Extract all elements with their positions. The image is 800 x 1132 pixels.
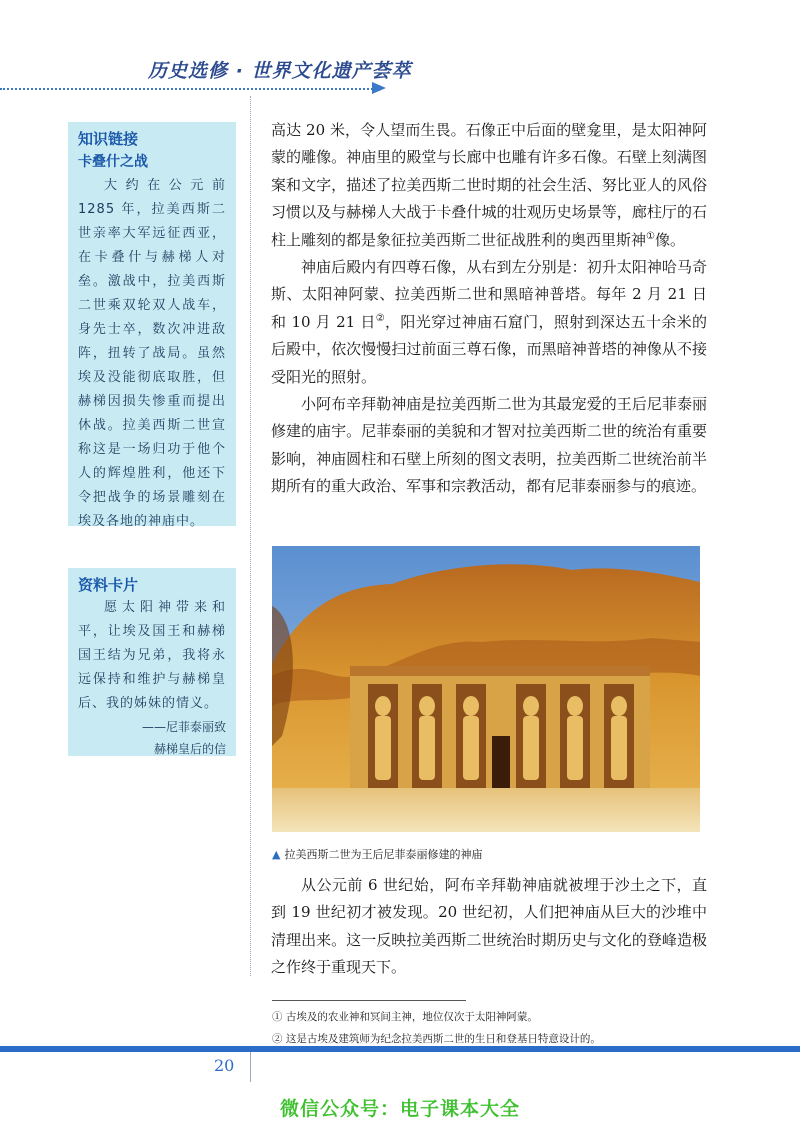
footnote-ref: ② [375, 312, 386, 324]
footnote-2: ② 这是古埃及建筑师为纪念拉美西斯二世的生日和登基日特意设计的。 [272, 1033, 601, 1045]
footnote-ref: ① [646, 230, 655, 242]
box-heading: 知识链接 [78, 130, 139, 148]
header-arrow-icon [372, 82, 386, 94]
paragraph [271, 117, 707, 254]
temple-photo [272, 546, 700, 832]
header-title: 历史选修 · 世界文化遗产荟萃 [148, 60, 412, 82]
figure-caption [272, 846, 482, 862]
header-dotted-rule [0, 88, 380, 90]
temple-illustration [272, 546, 700, 832]
paragraph [271, 254, 707, 391]
paragraph: 从公元前 6 世纪始，阿布辛拜勒神庙就被埋于沙土之下，直到 19 世纪初才被发现。20 世纪初，人们把神庙从巨大的沙堆中清理出来。这一反映拉美西斯二世统治时期历史与文化的登峰造极之作终于重现天下。 [271, 876, 707, 977]
box-text: 愿太阳神带来和平，让埃及国王和赫梯国王结为兄弟，我将永远保持和维护与赫梯皇后、我的姊妹的情义。 [78, 600, 226, 711]
footnote-rule [272, 1000, 466, 1001]
column-separator [250, 96, 251, 976]
text-span: 像。 [654, 230, 685, 249]
footnote-1: ① 古埃及的农业神和冥间主神，地位仅次于太阳神阿蒙。 [272, 1011, 538, 1023]
triangle-icon: ▲ [272, 848, 281, 861]
box-heading: 资料卡片 [78, 576, 139, 594]
watermark: 微信公众号：电子课本大全 [279, 1098, 520, 1120]
text-span: 神庙后殿内有四尊石像，从右到左分别是：初升太阳神哈马奇斯、太阳神阿蒙、拉美西斯二世和黑暗神普塔。每年 2 月 21 日和 10 月 21 日 [271, 258, 707, 331]
paragraph: 小阿布辛拜勒神庙是拉美西斯二世为其最宠爱的王后尼菲泰丽修建的庙宇。尼菲泰丽的美貌和才智对拉美西斯二世的统治有重要影响，神庙圆柱和石壁上所刻的图文表明，拉美西斯二世统治前半期所有的重大政治、军事和宗教活动，都有尼菲泰丽参与的痕迹。 [271, 395, 707, 496]
box-text: 大约在公元前 1285 年，拉美西斯二世亲率大军远征西亚，在卡叠什与赫梯人对垒。激战中，拉美西斯二世乘双轮双人战车，身先士卒，数次冲进敌阵，扭转了战局。虽然埃及没能彻底取胜，但赫梯因损失惨重而提出休战。拉美西斯二世宣称这是一场归功于他个人的辉煌胜利，他还下令把战争的场景雕刻在埃及各地的神庙中。 [78, 178, 226, 529]
main-text-lower [271, 872, 707, 982]
footer-bar [0, 1046, 800, 1052]
caption-text: 拉美西斯二世为王后尼菲泰丽修建的神庙 [284, 848, 483, 861]
sidebar-knowledge-link [68, 122, 236, 529]
box-signature-line2: 赫梯皇后的信 [153, 742, 226, 756]
main-text-upper [271, 117, 707, 501]
box-signature-line1: ——尼菲泰丽致 [141, 720, 226, 734]
text-span: 高达 20 米，令人望而生畏。石像正中后面的壁龛里，是太阳神阿蒙的雕像。神庙里的殿堂与长廊中也雕有许多石像。石壁上刻满图案和文字，描述了拉美西斯二世时期的社会生活、努比亚人的风俗习惯以及与赫梯人大战于卡叠什城的壮观历史场景等，廊柱厅的石柱上雕刻的都是象征拉美西斯二世征战胜利的奥西里斯神 [271, 121, 707, 249]
page-number: 20 [214, 1056, 235, 1075]
sidebar-data-card [68, 568, 236, 756]
box-subheading: 卡叠什之战 [78, 154, 148, 170]
footer-separator [250, 1052, 251, 1082]
footnotes [272, 1006, 601, 1050]
text-span: ，阳光穿过神庙石窟门，照射到深达五十余米的后殿中，依次慢慢扫过前面三尊石像，而黑暗神普塔的神像从不接受阳光的照射。 [271, 312, 708, 386]
